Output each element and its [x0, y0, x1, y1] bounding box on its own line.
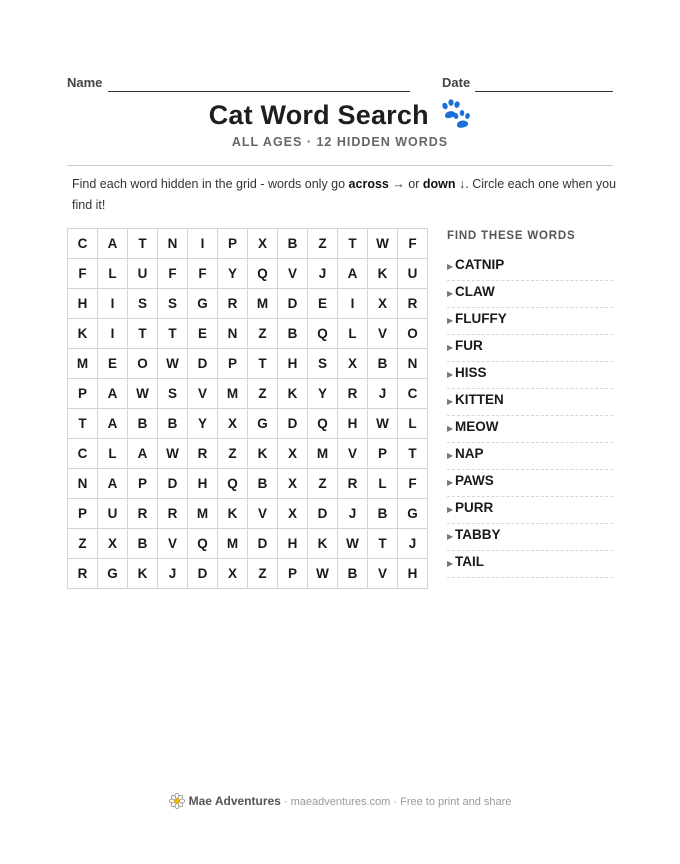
grid-cell[interactable]: K: [218, 499, 248, 529]
grid-cell[interactable]: H: [338, 409, 368, 439]
grid-cell[interactable]: Z: [218, 439, 248, 469]
grid-cell[interactable]: M: [218, 379, 248, 409]
grid-cell[interactable]: G: [398, 499, 428, 529]
header-divider: [67, 165, 613, 166]
grid-cell[interactable]: V: [338, 439, 368, 469]
triangle-right-icon: ▶: [447, 289, 454, 298]
word-label: FLUFFY: [455, 311, 507, 326]
triangle-right-icon: ▶: [447, 370, 454, 379]
grid-cell[interactable]: M: [308, 439, 338, 469]
triangle-right-icon: ▶: [447, 262, 454, 271]
grid-cell[interactable]: G: [188, 289, 218, 319]
name-date-fields: [67, 74, 613, 94]
grid-cell[interactable]: X: [368, 289, 398, 319]
grid-cell[interactable]: D: [308, 499, 338, 529]
grid-cell[interactable]: W: [368, 229, 398, 259]
grid-cell[interactable]: Q: [308, 409, 338, 439]
grid-row: [68, 379, 428, 409]
grid-cell[interactable]: B: [338, 559, 368, 589]
grid-cell[interactable]: L: [98, 439, 128, 469]
grid-cell[interactable]: Z: [68, 529, 98, 559]
grid-cell[interactable]: T: [128, 229, 158, 259]
grid-cell[interactable]: X: [338, 349, 368, 379]
grid-cell[interactable]: R: [188, 439, 218, 469]
grid-cell[interactable]: R: [128, 499, 158, 529]
daisy-flower-icon: [169, 793, 185, 809]
grid-cell[interactable]: O: [128, 349, 158, 379]
grid-row: [68, 529, 428, 559]
grid-row: [68, 469, 428, 499]
word-list-item: [447, 308, 613, 335]
word-label: MEOW: [455, 419, 499, 434]
word-label: PURR: [455, 500, 494, 515]
grid-cell[interactable]: D: [188, 559, 218, 589]
grid-cell[interactable]: R: [338, 379, 368, 409]
grid-cell[interactable]: C: [68, 439, 98, 469]
grid-cell[interactable]: M: [68, 349, 98, 379]
grid-cell[interactable]: B: [128, 529, 158, 559]
grid-cell[interactable]: W: [368, 409, 398, 439]
triangle-right-icon: ▶: [447, 397, 454, 406]
grid-cell[interactable]: D: [158, 469, 188, 499]
grid-cell[interactable]: X: [218, 559, 248, 589]
grid-row: [68, 259, 428, 289]
grid-cell[interactable]: Y: [308, 379, 338, 409]
word-label: TAIL: [455, 554, 484, 569]
grid-cell[interactable]: F: [158, 259, 188, 289]
word-label: NAP: [455, 446, 484, 461]
grid-cell[interactable]: U: [398, 259, 428, 289]
grid-cell[interactable]: X: [98, 529, 128, 559]
grid-cell[interactable]: W: [158, 439, 188, 469]
grid-cell[interactable]: B: [278, 229, 308, 259]
grid-cell[interactable]: E: [98, 349, 128, 379]
instructions-text-2: → or: [388, 177, 423, 191]
grid-cell[interactable]: V: [188, 379, 218, 409]
grid-cell[interactable]: D: [248, 529, 278, 559]
letter-grid: [67, 228, 428, 589]
grid-cell[interactable]: Q: [188, 529, 218, 559]
grid-cell[interactable]: I: [98, 289, 128, 319]
grid-cell[interactable]: A: [98, 469, 128, 499]
grid-row: [68, 229, 428, 259]
grid-cell[interactable]: C: [68, 229, 98, 259]
grid-cell[interactable]: J: [368, 379, 398, 409]
grid-cell[interactable]: H: [398, 559, 428, 589]
grid-cell[interactable]: Y: [188, 409, 218, 439]
word-list-item: [447, 416, 613, 443]
grid-cell[interactable]: L: [368, 469, 398, 499]
date-label: Date: [442, 75, 471, 90]
grid-cell[interactable]: J: [308, 259, 338, 289]
grid-cell[interactable]: Z: [248, 379, 278, 409]
footer-site: maeadventures.com: [290, 796, 391, 808]
grid-cell[interactable]: B: [248, 469, 278, 499]
grid-cell[interactable]: J: [398, 529, 428, 559]
grid-cell[interactable]: P: [278, 559, 308, 589]
grid-cell[interactable]: V: [368, 559, 398, 589]
grid-cell[interactable]: V: [248, 499, 278, 529]
triangle-right-icon: ▶: [447, 478, 454, 487]
grid-cell[interactable]: M: [188, 499, 218, 529]
word-label: CLAW: [455, 284, 495, 299]
grid-cell[interactable]: Z: [308, 469, 338, 499]
triangle-right-icon: ▶: [447, 559, 454, 568]
grid-cell[interactable]: T: [398, 439, 428, 469]
grid-cell[interactable]: X: [248, 229, 278, 259]
grid-cell[interactable]: N: [398, 349, 428, 379]
grid-cell[interactable]: Q: [248, 259, 278, 289]
word-label: KITTEN: [455, 392, 504, 407]
triangle-right-icon: ▶: [447, 343, 454, 352]
triangle-right-icon: ▶: [447, 451, 454, 460]
grid-cell[interactable]: D: [188, 349, 218, 379]
grid-cell[interactable]: Z: [308, 229, 338, 259]
grid-cell[interactable]: K: [248, 439, 278, 469]
grid-cell[interactable]: W: [158, 349, 188, 379]
grid-row: [68, 319, 428, 349]
grid-cell[interactable]: M: [248, 289, 278, 319]
footer-separator-2: ·: [390, 796, 401, 808]
grid-cell[interactable]: K: [308, 529, 338, 559]
triangle-right-icon: ▶: [447, 532, 454, 541]
grid-cell[interactable]: L: [338, 319, 368, 349]
grid-cell[interactable]: Q: [218, 469, 248, 499]
grid-cell[interactable]: D: [278, 409, 308, 439]
grid-cell[interactable]: T: [368, 529, 398, 559]
grid-cell[interactable]: R: [218, 289, 248, 319]
name-label: Name: [67, 75, 103, 90]
grid-cell[interactable]: J: [158, 559, 188, 589]
grid-cell[interactable]: B: [128, 409, 158, 439]
word-list-item: [447, 335, 613, 362]
grid-cell[interactable]: U: [128, 259, 158, 289]
grid-cell[interactable]: J: [338, 499, 368, 529]
name-line: [108, 91, 410, 92]
grid-cell[interactable]: T: [128, 319, 158, 349]
grid-cell[interactable]: T: [68, 409, 98, 439]
grid-cell[interactable]: V: [278, 259, 308, 289]
grid-cell[interactable]: Q: [308, 319, 338, 349]
grid-cell[interactable]: O: [398, 319, 428, 349]
grid-cell[interactable]: L: [398, 409, 428, 439]
grid-cell[interactable]: K: [278, 379, 308, 409]
word-list-item: [447, 443, 613, 470]
grid-cell[interactable]: A: [98, 379, 128, 409]
grid-cell[interactable]: K: [68, 319, 98, 349]
word-list-heading: FIND THESE WORDS: [447, 230, 576, 242]
word-label: FUR: [455, 338, 483, 353]
grid-cell[interactable]: B: [278, 319, 308, 349]
grid-cell[interactable]: H: [188, 469, 218, 499]
grid-cell[interactable]: I: [188, 229, 218, 259]
grid-cell[interactable]: P: [68, 379, 98, 409]
word-label: PAWS: [455, 473, 494, 488]
footer-brand: Mae Adventures: [188, 794, 281, 808]
instructions-text-1: Find each word hidden in the grid - words only go: [72, 177, 349, 191]
grid-cell[interactable]: B: [368, 499, 398, 529]
title-row: [67, 100, 613, 131]
page-subtitle: ALL AGES · 12 HIDDEN WORDS: [231, 135, 449, 149]
grid-row: [68, 559, 428, 589]
grid-cell[interactable]: S: [158, 289, 188, 319]
grid-cell[interactable]: F: [398, 229, 428, 259]
grid-cell[interactable]: A: [128, 439, 158, 469]
grid-row: [68, 289, 428, 319]
grid-cell[interactable]: P: [218, 349, 248, 379]
footer-note: Free to print and share: [400, 796, 512, 808]
grid-cell[interactable]: U: [98, 499, 128, 529]
grid-cell[interactable]: X: [218, 409, 248, 439]
word-label: HISS: [455, 365, 487, 380]
grid-cell[interactable]: X: [278, 499, 308, 529]
word-list-item: [447, 281, 613, 308]
word-label: TABBY: [455, 527, 501, 542]
footer: [0, 794, 680, 809]
word-list-item: [447, 254, 613, 281]
grid-cell[interactable]: L: [98, 259, 128, 289]
grid-cell[interactable]: W: [338, 529, 368, 559]
word-label: CATNIP: [455, 257, 505, 272]
grid-cell[interactable]: P: [218, 229, 248, 259]
grid-cell[interactable]: N: [218, 319, 248, 349]
page-title: Cat Word Search: [208, 100, 429, 130]
grid-cell[interactable]: V: [158, 529, 188, 559]
grid-cell[interactable]: R: [158, 499, 188, 529]
grid-cell[interactable]: W: [308, 559, 338, 589]
grid-cell[interactable]: N: [158, 229, 188, 259]
instructions-down: down: [422, 177, 456, 191]
word-list-item: [447, 524, 613, 551]
instructions-text-3: ↓. Circle each one when you find it!: [72, 177, 617, 212]
grid-row: [68, 499, 428, 529]
grid-row: [68, 409, 428, 439]
grid-cell[interactable]: K: [128, 559, 158, 589]
grid-cell[interactable]: C: [398, 379, 428, 409]
word-list-item: [447, 551, 613, 578]
grid-cell[interactable]: Z: [248, 319, 278, 349]
grid-cell[interactable]: B: [368, 349, 398, 379]
grid-cell[interactable]: B: [158, 409, 188, 439]
grid-cell[interactable]: F: [68, 259, 98, 289]
grid-cell[interactable]: Y: [218, 259, 248, 289]
grid-cell[interactable]: A: [98, 229, 128, 259]
instructions: [72, 174, 618, 216]
grid-cell[interactable]: D: [278, 289, 308, 319]
grid-cell[interactable]: M: [218, 529, 248, 559]
grid-cell[interactable]: I: [98, 319, 128, 349]
grid-cell[interactable]: G: [248, 409, 278, 439]
grid-cell[interactable]: S: [158, 379, 188, 409]
grid-cell[interactable]: H: [68, 289, 98, 319]
grid-cell[interactable]: V: [368, 319, 398, 349]
instructions-across: across: [348, 177, 389, 191]
grid-cell[interactable]: E: [188, 319, 218, 349]
triangle-right-icon: ▶: [447, 505, 454, 514]
grid-row: [68, 349, 428, 379]
grid-cell[interactable]: P: [128, 469, 158, 499]
grid-cell[interactable]: W: [128, 379, 158, 409]
grid-cell[interactable]: F: [398, 469, 428, 499]
grid-cell[interactable]: S: [128, 289, 158, 319]
footer-separator-1: ·: [280, 796, 291, 808]
word-list-item: [447, 362, 613, 389]
word-list-item: [447, 389, 613, 416]
grid-cell[interactable]: F: [188, 259, 218, 289]
grid-cell[interactable]: G: [98, 559, 128, 589]
grid-cell[interactable]: N: [68, 469, 98, 499]
grid-cell[interactable]: R: [398, 289, 428, 319]
grid-cell[interactable]: T: [158, 319, 188, 349]
word-list-item: [447, 497, 613, 524]
grid-cell[interactable]: Z: [248, 559, 278, 589]
grid-cell[interactable]: T: [338, 229, 368, 259]
grid-cell[interactable]: S: [308, 349, 338, 379]
triangle-right-icon: ▶: [447, 424, 454, 433]
word-list-item: [447, 470, 613, 497]
date-line: [475, 91, 613, 92]
word-list: [447, 254, 613, 578]
grid-cell[interactable]: A: [98, 409, 128, 439]
word-list-panel: [447, 228, 613, 578]
grid-cell[interactable]: H: [278, 529, 308, 559]
grid-cell[interactable]: A: [338, 259, 368, 289]
grid-cell[interactable]: R: [68, 559, 98, 589]
grid-cell[interactable]: K: [368, 259, 398, 289]
paw-print-icon: [439, 99, 471, 129]
grid-cell[interactable]: R: [338, 469, 368, 499]
grid-row: [68, 439, 428, 469]
grid-cell[interactable]: H: [278, 349, 308, 379]
grid-cell[interactable]: I: [338, 289, 368, 319]
grid-cell[interactable]: X: [278, 439, 308, 469]
triangle-right-icon: ▶: [447, 316, 454, 325]
grid-cell[interactable]: P: [368, 439, 398, 469]
grid-cell[interactable]: T: [248, 349, 278, 379]
grid-cell[interactable]: P: [68, 499, 98, 529]
grid-cell[interactable]: E: [308, 289, 338, 319]
grid-cell[interactable]: X: [278, 469, 308, 499]
